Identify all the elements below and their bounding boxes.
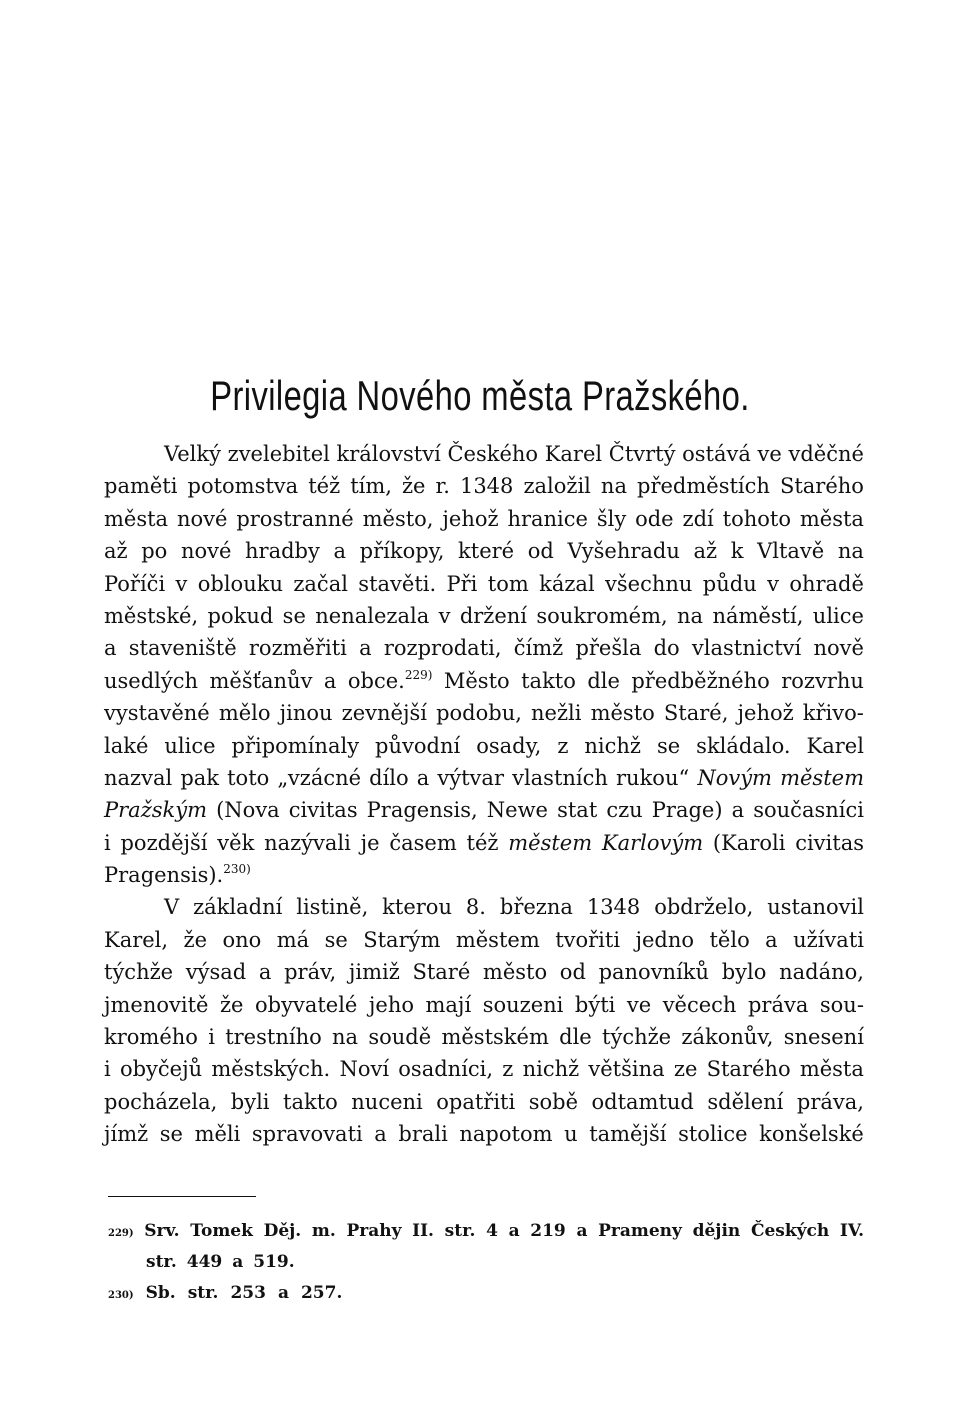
word: a bbox=[359, 636, 372, 661]
word: a bbox=[258, 960, 272, 985]
word: město, bbox=[362, 506, 434, 531]
footnote-word: 253 bbox=[230, 1283, 266, 1303]
word: křivo- bbox=[802, 701, 864, 726]
word: osadníci, bbox=[398, 1057, 494, 1082]
word: stolice bbox=[678, 1122, 748, 1147]
word: půdu bbox=[702, 571, 757, 596]
word: Vyšehradu bbox=[567, 539, 680, 564]
word: zákonův, bbox=[681, 1025, 774, 1050]
word: konšelské bbox=[759, 1122, 864, 1147]
footnote: 230) Sb. str. 253 a 257. bbox=[108, 1278, 864, 1309]
word: ustanovil bbox=[767, 895, 864, 920]
word: vlastních bbox=[512, 765, 608, 790]
word: město bbox=[482, 960, 548, 985]
text-line bbox=[104, 827, 864, 859]
word: původní bbox=[375, 733, 461, 758]
text-line bbox=[104, 1086, 864, 1118]
word: k bbox=[730, 539, 744, 564]
word: potomstva bbox=[187, 474, 299, 499]
word: čímž bbox=[513, 636, 564, 661]
word: základní bbox=[193, 895, 283, 920]
word: 1348 bbox=[459, 474, 514, 499]
word: současníci bbox=[753, 798, 864, 823]
word: většina bbox=[588, 1057, 665, 1082]
footnote-word: Děj. bbox=[263, 1221, 302, 1241]
word: osady, bbox=[476, 733, 542, 758]
word: v bbox=[767, 571, 779, 596]
word: hradby bbox=[245, 539, 320, 564]
text-line bbox=[104, 859, 864, 891]
word: do bbox=[653, 636, 680, 661]
word: napotom bbox=[459, 1122, 553, 1147]
word: Novým bbox=[697, 765, 772, 790]
footnote-word: Sb. bbox=[145, 1283, 176, 1303]
word: až bbox=[693, 539, 718, 564]
word: takto bbox=[521, 668, 576, 693]
word: ve bbox=[757, 442, 782, 466]
word: Českého bbox=[447, 442, 539, 466]
word: příkopy, bbox=[359, 539, 445, 564]
word: se bbox=[656, 733, 681, 758]
footnote-word: 219 bbox=[530, 1221, 566, 1241]
word: nadáno, bbox=[779, 960, 864, 985]
page-title: Privilegia Nového města Pražského. bbox=[210, 372, 750, 419]
word: czu bbox=[606, 798, 643, 823]
word: (Nova bbox=[216, 798, 280, 823]
word: hranice bbox=[507, 506, 588, 531]
word: které bbox=[458, 539, 515, 564]
footnote-word: II. bbox=[412, 1221, 434, 1241]
word: stavěti. bbox=[358, 571, 437, 596]
word: měli bbox=[194, 1122, 241, 1147]
word: v bbox=[438, 603, 451, 628]
word: v bbox=[175, 571, 188, 596]
word: prostranné bbox=[236, 506, 354, 531]
word: stat bbox=[557, 798, 598, 823]
word: ono bbox=[222, 927, 262, 952]
footnote-word: str. bbox=[146, 1252, 177, 1272]
word: pokud bbox=[207, 603, 274, 628]
word: sou- bbox=[819, 992, 864, 1017]
footnote-word: m. bbox=[311, 1221, 336, 1241]
word: a bbox=[104, 636, 117, 661]
word: Karlovým bbox=[601, 830, 704, 855]
word: Pražským bbox=[104, 798, 208, 823]
footnote-word: a bbox=[277, 1283, 289, 1303]
word: města bbox=[799, 1057, 864, 1082]
word: rozprodati, bbox=[383, 636, 502, 661]
word: odtamtud bbox=[591, 1089, 694, 1114]
footnote-word: 519. bbox=[253, 1252, 295, 1272]
word: civitas bbox=[795, 830, 864, 855]
text-line bbox=[104, 535, 864, 567]
word: pocházela, bbox=[104, 1089, 218, 1114]
word: „vzácné bbox=[277, 765, 362, 790]
word: vystavěné bbox=[104, 701, 210, 726]
word: městem bbox=[508, 830, 593, 855]
word: bylo bbox=[721, 960, 767, 985]
word: Noví bbox=[339, 1057, 390, 1082]
word: ohradě bbox=[789, 571, 864, 596]
word: soudě bbox=[368, 1025, 432, 1050]
word: se bbox=[282, 603, 306, 628]
body-text bbox=[104, 438, 864, 1151]
word: tvořiti bbox=[555, 927, 621, 952]
word: a bbox=[765, 927, 778, 952]
word: nichž bbox=[584, 733, 641, 758]
word: toto bbox=[227, 765, 270, 790]
word: listině, bbox=[296, 895, 369, 920]
word: spravovati bbox=[251, 1122, 363, 1147]
word: na bbox=[677, 603, 704, 628]
word: Pragensis).$^{230)}$ bbox=[104, 862, 251, 888]
footnote-word: Českých bbox=[750, 1221, 830, 1241]
word: na bbox=[332, 1025, 359, 1050]
word: staveniště bbox=[128, 636, 237, 661]
word: též bbox=[466, 830, 499, 855]
word: kázal bbox=[539, 571, 595, 596]
word: věk bbox=[217, 830, 255, 855]
word: mají bbox=[425, 992, 472, 1017]
word: práva bbox=[747, 992, 809, 1017]
word: panovníků bbox=[598, 960, 710, 985]
word: opatřiti bbox=[436, 1089, 516, 1114]
word: má bbox=[276, 927, 310, 952]
word: takto bbox=[283, 1089, 338, 1114]
word: paměti bbox=[104, 474, 178, 499]
word: byli bbox=[230, 1089, 270, 1114]
word: na bbox=[837, 539, 864, 564]
word: laké bbox=[104, 733, 149, 758]
word: nežli bbox=[531, 701, 582, 726]
word: po bbox=[141, 539, 168, 564]
word: města bbox=[799, 506, 864, 531]
word: ulice bbox=[164, 733, 216, 758]
footnote-word: Tomek bbox=[190, 1221, 253, 1241]
footnote-word: 4 bbox=[486, 1221, 498, 1241]
word: sobě bbox=[528, 1089, 578, 1114]
word: a bbox=[323, 668, 337, 693]
word: též bbox=[308, 474, 341, 499]
word: (Karoli bbox=[712, 830, 786, 855]
word: tom bbox=[487, 571, 529, 596]
word: všechnu bbox=[605, 571, 693, 596]
word: Starým bbox=[363, 927, 441, 952]
word: jeho bbox=[368, 992, 414, 1017]
word: zdí bbox=[682, 506, 714, 531]
word: nenalezala bbox=[315, 603, 430, 628]
word: zvelebitel bbox=[227, 442, 330, 466]
word: tělo bbox=[709, 927, 750, 952]
word: nazval bbox=[104, 765, 173, 790]
word: předběžného bbox=[631, 668, 770, 693]
word: nichž bbox=[522, 1057, 580, 1082]
word: usedlých bbox=[104, 668, 199, 693]
word: trestního bbox=[225, 1025, 322, 1050]
word: Karel, bbox=[104, 927, 169, 952]
footnote-divider bbox=[108, 1196, 256, 1197]
word: ulice bbox=[812, 603, 864, 628]
footnote-word: Prameny bbox=[598, 1221, 682, 1241]
text-line bbox=[104, 665, 864, 697]
word: se bbox=[324, 927, 348, 952]
word: náměstí, bbox=[712, 603, 804, 628]
footnote-ref: 230) bbox=[223, 862, 251, 877]
word: Čtvrtý bbox=[608, 442, 676, 466]
word: u bbox=[564, 1122, 578, 1147]
word: kterou bbox=[382, 895, 452, 920]
word: snesení bbox=[783, 1025, 864, 1050]
word: výtvar bbox=[437, 765, 504, 790]
word: začal bbox=[293, 571, 348, 596]
text-line bbox=[104, 470, 864, 502]
word: se bbox=[159, 1122, 183, 1147]
word: vděčné bbox=[788, 442, 864, 466]
word: pak bbox=[180, 765, 220, 790]
text-line bbox=[104, 956, 864, 988]
footnote-word: str. bbox=[444, 1221, 476, 1241]
word: 8. bbox=[465, 895, 486, 920]
text-line bbox=[104, 924, 864, 956]
word: přešla bbox=[575, 636, 642, 661]
word: Newe bbox=[486, 798, 548, 823]
word: 1348 bbox=[586, 895, 641, 920]
word: jmenovitě bbox=[104, 992, 209, 1017]
footnote-word: a bbox=[232, 1252, 244, 1272]
word: i bbox=[104, 830, 111, 855]
word: Při bbox=[446, 571, 478, 596]
word: Město bbox=[443, 668, 510, 693]
word: civitas bbox=[288, 798, 358, 823]
word: Staré bbox=[412, 960, 471, 985]
word: tohoto bbox=[722, 506, 791, 531]
word: tamější bbox=[589, 1122, 667, 1147]
word: pozdější bbox=[120, 830, 208, 855]
word: práv, bbox=[284, 960, 337, 985]
text-line bbox=[104, 503, 864, 535]
word: Prage) bbox=[651, 798, 723, 823]
word: skládalo. bbox=[696, 733, 791, 758]
word: oblouku bbox=[197, 571, 283, 596]
text-line bbox=[104, 1053, 864, 1085]
word: městské, bbox=[104, 603, 199, 628]
word: Karel bbox=[544, 442, 603, 466]
word: rozvrhu bbox=[781, 668, 864, 693]
footnote: 229) Srv. Tomek Děj. m. Prahy II. str. 4 a 219 a Prameny dějin Českých IV. bbox=[108, 1216, 864, 1247]
word: věcech bbox=[662, 992, 737, 1017]
text-line bbox=[104, 438, 864, 470]
word: předměstích bbox=[637, 474, 770, 499]
text-line bbox=[104, 632, 864, 664]
word: od bbox=[559, 960, 586, 985]
word: na bbox=[600, 474, 627, 499]
footnote-continuation bbox=[108, 1247, 864, 1278]
word: jehož bbox=[737, 701, 794, 726]
word: ze bbox=[673, 1057, 698, 1082]
word: Staré, bbox=[663, 701, 729, 726]
word: šly bbox=[596, 506, 627, 531]
text-line bbox=[104, 730, 864, 762]
word: brali bbox=[398, 1122, 448, 1147]
word: a bbox=[416, 765, 430, 790]
text-line bbox=[104, 600, 864, 632]
word: jímž bbox=[104, 1122, 149, 1147]
word: království bbox=[336, 442, 441, 466]
word: výsad bbox=[185, 960, 247, 985]
text-line bbox=[104, 568, 864, 600]
word: Poříči bbox=[104, 571, 166, 596]
word: mělo bbox=[218, 701, 271, 726]
word: ostává bbox=[682, 442, 751, 466]
word: městem bbox=[780, 765, 864, 790]
footnote-ref: 229) bbox=[404, 667, 433, 682]
word: sdělení bbox=[707, 1089, 784, 1114]
word: března bbox=[499, 895, 573, 920]
word: až bbox=[104, 539, 128, 564]
text-line bbox=[104, 989, 864, 1021]
word: městem bbox=[455, 927, 540, 952]
word: podobu, bbox=[436, 701, 522, 726]
word: založil bbox=[523, 474, 591, 499]
word: měšťanův bbox=[209, 668, 313, 693]
word: že bbox=[183, 927, 208, 952]
word: obce.$^{229)}$ bbox=[347, 667, 433, 693]
word: kromého bbox=[104, 1025, 198, 1050]
word: V bbox=[164, 895, 180, 920]
footnote-word: Srv. bbox=[144, 1221, 180, 1241]
footnote-word: Prahy bbox=[346, 1221, 402, 1241]
word: připomínaly bbox=[231, 733, 360, 758]
word: jehož bbox=[442, 506, 499, 531]
word: dílo bbox=[369, 765, 409, 790]
word: je bbox=[360, 830, 380, 855]
word: obdrželo, bbox=[654, 895, 754, 920]
word: i bbox=[208, 1025, 215, 1050]
footnote-word: dějin bbox=[692, 1221, 741, 1241]
word: časem bbox=[389, 830, 457, 855]
footnotes bbox=[108, 1216, 864, 1309]
text-line bbox=[104, 794, 864, 826]
footnote-word: 449 bbox=[186, 1252, 223, 1272]
word: dle bbox=[587, 668, 620, 693]
word: souzeni bbox=[482, 992, 564, 1017]
word: město bbox=[590, 701, 655, 726]
word: Karel bbox=[806, 733, 864, 758]
word: i bbox=[104, 1057, 111, 1082]
word: práva, bbox=[796, 1089, 864, 1114]
word: obyvatelé bbox=[255, 992, 358, 1017]
word: městských. bbox=[211, 1057, 331, 1082]
word: z bbox=[557, 733, 569, 758]
text-line bbox=[104, 891, 864, 923]
word: města bbox=[104, 506, 169, 531]
word: nové bbox=[180, 539, 232, 564]
word: jinou bbox=[279, 701, 333, 726]
word: užívati bbox=[793, 927, 864, 952]
word: týchže bbox=[104, 960, 174, 985]
word: tím, bbox=[350, 474, 392, 499]
word: rozměřiti bbox=[248, 636, 347, 661]
word: od bbox=[527, 539, 554, 564]
word: soukromém, bbox=[536, 603, 668, 628]
text-line bbox=[104, 762, 864, 794]
word: jimiž bbox=[348, 960, 400, 985]
word: a bbox=[374, 1122, 387, 1147]
word: týchže bbox=[602, 1025, 672, 1050]
word: že bbox=[219, 992, 244, 1017]
footnote-word: str. bbox=[187, 1283, 219, 1303]
text-line bbox=[104, 1118, 864, 1150]
word: že bbox=[401, 474, 426, 499]
word: zevnější bbox=[341, 701, 427, 726]
word: a bbox=[731, 798, 745, 823]
footnote-word: IV. bbox=[839, 1221, 864, 1241]
footnote-word: a bbox=[508, 1221, 520, 1241]
word: ode bbox=[635, 506, 674, 531]
word: nuceni bbox=[351, 1089, 423, 1114]
word: vlastnictví bbox=[691, 636, 802, 661]
word: nové bbox=[176, 506, 228, 531]
word: nově bbox=[813, 636, 864, 661]
text-line bbox=[104, 1021, 864, 1053]
word: Pragensis, bbox=[366, 798, 478, 823]
text-line bbox=[104, 697, 864, 729]
word: městském bbox=[441, 1025, 549, 1050]
word: r. bbox=[435, 474, 450, 499]
word: býti bbox=[574, 992, 616, 1017]
word: Starého bbox=[706, 1057, 791, 1082]
word: Vltavě bbox=[757, 539, 825, 564]
word: ve bbox=[626, 992, 652, 1017]
word: a bbox=[333, 539, 347, 564]
word: dle bbox=[559, 1025, 592, 1050]
word: Velký bbox=[164, 442, 221, 466]
word: jedno bbox=[635, 927, 695, 952]
word: rukou“ bbox=[616, 765, 690, 790]
word: nazývali bbox=[264, 830, 351, 855]
word: Starého bbox=[779, 474, 864, 499]
footnote-word: a bbox=[576, 1221, 588, 1241]
word: obyčejů bbox=[119, 1057, 203, 1082]
footnote-word: 257. bbox=[300, 1283, 343, 1303]
word: z bbox=[502, 1057, 514, 1082]
word: držení bbox=[459, 603, 528, 628]
